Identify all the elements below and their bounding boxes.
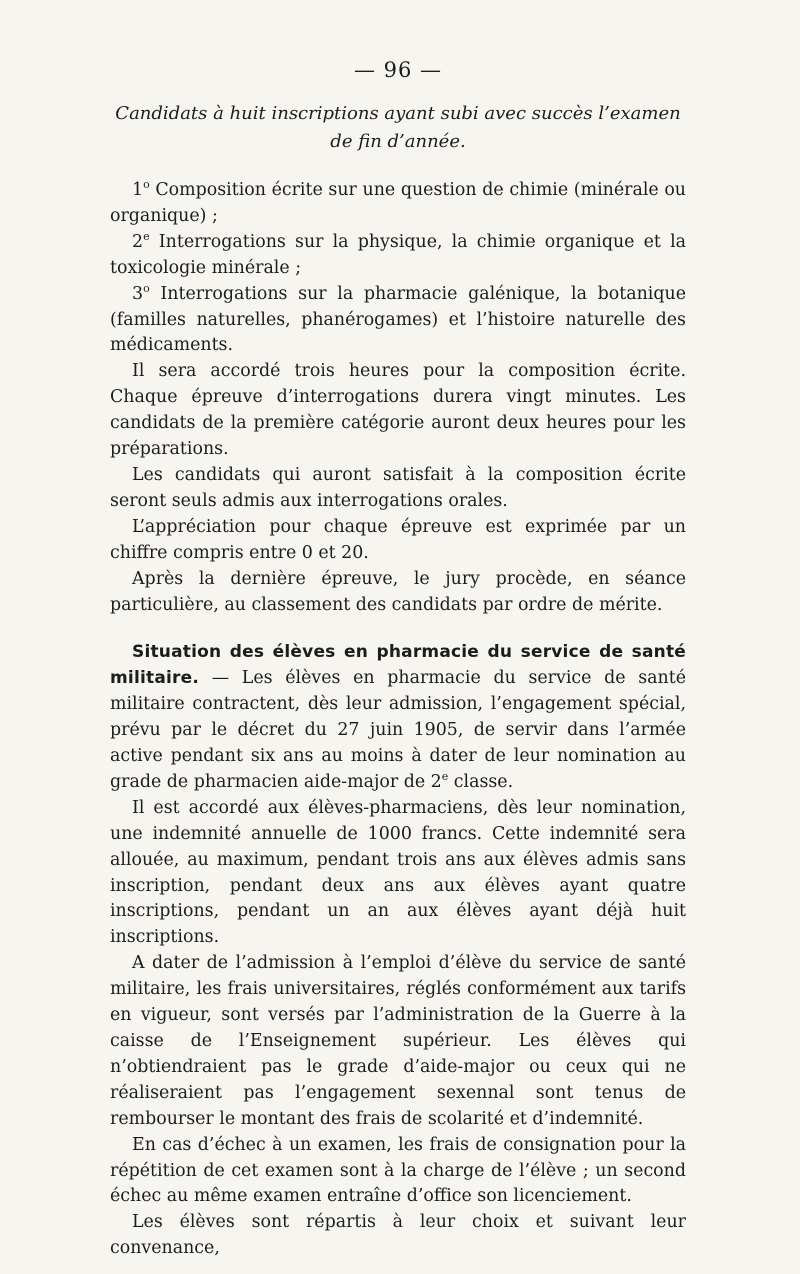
paragraph: Après la dernière épreuve, le jury procède, en séance particulière, au classement des candidats par ordre de mérite. xyxy=(110,568,686,615)
item-text: Composition écrite sur une question de chimie (minérale ou organique) ; xyxy=(110,180,686,226)
item-number: 1 xyxy=(132,180,144,200)
paragraph: Les élèves sont répartis à leur choix et suivant leur convenance, xyxy=(110,1212,686,1259)
paragraph: Les candidats qui auront satisfait à la composition écrite seront seuls admis aux interrogations orales. xyxy=(110,464,686,511)
list-item xyxy=(110,230,686,282)
paragraph: A dater de l’admission à l’emploi d’élève du service de santé militaire, les frais universitaires, réglés conformément aux tarifs en vigueur, sont versés par l’administration de la Guerre à la caisse de l’Enseignement supérieur. Les élèves qui n’obtiendraient pas le grade d’aide-major ou ceux qui ne réaliseraient pas l’engagement sexennal sont tenus de rembourser le montant des frais de scolarité et d’indemnité. xyxy=(110,953,686,1129)
paragraph: Il sera accordé trois heures pour la composition écrite. Chaque épreuve d’interrogations durera vingt minutes. Les candidats de la première catégorie auront deux heures pour les préparations. xyxy=(110,361,686,460)
paragraph: L’appréciation pour chaque épreuve est exprimée par un chiffre compris entre 0 et 20. xyxy=(110,516,686,563)
situation-paragraph xyxy=(110,640,686,795)
item-number: 3 xyxy=(132,283,144,304)
run-in-heading: Situation des élèves en pharmacie du service de santé militaire. xyxy=(110,642,686,689)
item-text: Interrogations sur la physique, la chimie organique et la toxicologie minérale ; xyxy=(110,231,686,278)
situation-text: — Les élèves en pharmacie du service de santé militaire contractent, dès leur admission, l’engagement spécial, prévu par le décret du 27 juin 1905, de servir dans l’armée active pendant six ans au moins à dater de leur nomination au grade de pharmacien aide-major de 2 xyxy=(110,668,686,792)
item-number: 2 xyxy=(132,231,144,252)
item-ordinal: o xyxy=(143,281,150,295)
situation-text-end: classe. xyxy=(448,771,514,792)
paragraph: En cas d’échec à un examen, les frais de consignation pour la répétition de cet examen sont à la charge de l’élève ; un second échec au même examen entraîne d’office son licenciement. xyxy=(110,1134,686,1207)
section-title: Candidats à huit inscriptions ayant subi avec succès l’examen de fin d’année. xyxy=(115,103,681,152)
item-text: Interrogations sur la pharmacie galénique, la botanique (familles naturelles, phanérogames) et l’histoire naturelle des médicaments. xyxy=(110,283,686,356)
item-ordinal: o xyxy=(143,178,150,192)
item-ordinal: e xyxy=(143,230,150,244)
class-ordinal: e xyxy=(441,770,449,784)
list-item xyxy=(110,282,686,360)
list-item xyxy=(110,178,686,230)
paragraph: Il est accordé aux élèves-pharmaciens, dès leur nomination, une indemnité annuelle de 1000 francs. Cette indemnité sera allouée, au maximum, pendant trois ans aux élèves admis sans inscription, pendant deux ans aux élèves ayant quatre inscriptions, pendant un an aux élèves ayant déjà huit inscriptions. xyxy=(110,797,686,948)
page-number: — 96 — xyxy=(353,58,443,82)
